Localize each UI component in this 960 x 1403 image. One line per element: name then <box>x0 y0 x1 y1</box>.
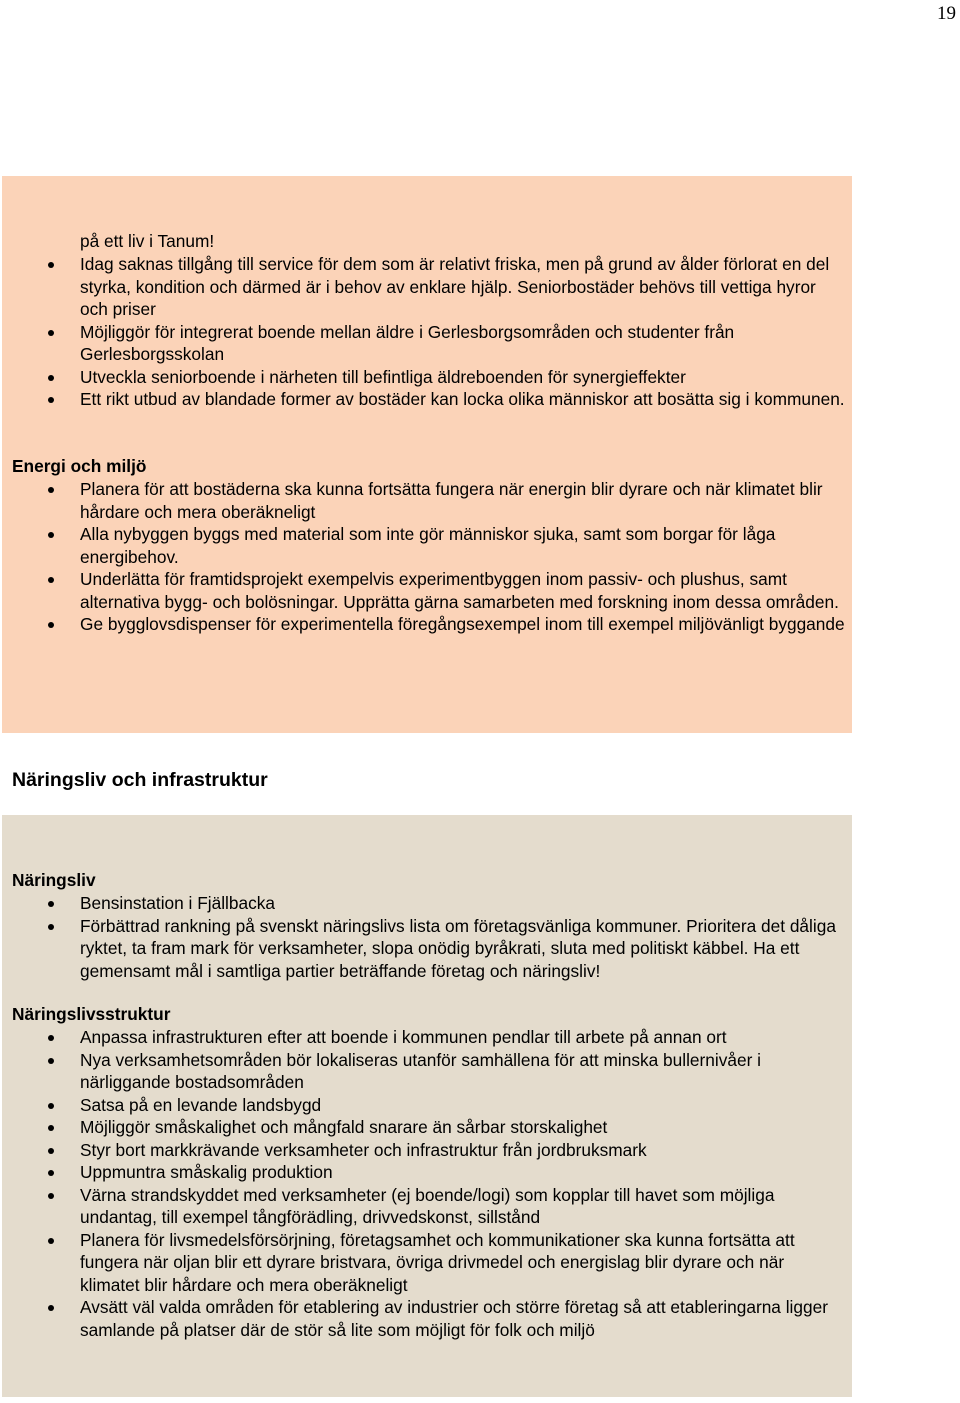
list-item: Anpassa infrastrukturen efter att boende i kommunen pendlar till arbete på annan ort <box>2 1026 852 1049</box>
list-item: Underlätta för framtidsprojekt exempelvis experimentbyggen inom passiv- och plushus, samt alternativa bygg- och bolösningar. Upprätta gärna samarbeten med forskning inom dessa områden. <box>2 568 852 613</box>
bullet-icon <box>48 577 54 583</box>
bullet-icon <box>48 1170 54 1176</box>
energy-list <box>2 478 852 636</box>
bullet-icon <box>48 1058 54 1064</box>
page-number: 19 <box>937 3 956 24</box>
housing-list <box>2 253 852 411</box>
bullet-icon <box>48 1035 54 1041</box>
bullet-icon <box>48 487 54 493</box>
list-item: Satsa på en levande landsbygd <box>2 1094 852 1117</box>
structure-heading: Näringslivsstruktur <box>12 1004 171 1024</box>
list-item: Styr bort markkrävande verksamheter och infrastruktur från jordbruksmark <box>2 1139 852 1162</box>
list-item: Alla nybyggen byggs med material som inte gör människor sjuka, samt som borgar för låga energibehov. <box>2 523 852 568</box>
list-item: Planera för att bostäderna ska kunna fortsätta fungera när energin blir dyrare och när klimatet blir hårdare och mera oberäkneligt <box>2 478 852 523</box>
bullet-icon <box>48 330 54 336</box>
list-item: Planera för livsmedelsförsörjning, företagsamhet och kommunikationer ska kunna fortsätta att fungera när oljan blir ett dyrare bristvara, övriga drivmedel och energislag blir dyrare och när klimatet blir hårdare och mera oberäkneligt <box>2 1229 852 1297</box>
bullet-icon <box>48 262 54 268</box>
bullet-icon <box>48 1238 54 1244</box>
bullet-icon <box>48 1305 54 1311</box>
energy-heading: Energi och miljö <box>12 456 147 476</box>
list-item: Idag saknas tillgång till service för dem som är relativt friska, men på grund av ålder förlorat en del styrka, kondition och därmed är i behov av enklare hjälp. Seniorbostäder behövs till vettiga hyror och priser <box>2 253 852 321</box>
bullet-icon <box>48 1148 54 1154</box>
list-item: Ett rikt utbud av blandade former av bostäder kan locka olika människor att bosätta sig i kommunen. <box>2 388 852 411</box>
bullet-icon <box>48 375 54 381</box>
business-infrastructure-box <box>2 815 852 1397</box>
list-item: Uppmuntra småskalig produktion <box>2 1161 852 1184</box>
business-heading: Näringsliv <box>12 870 96 890</box>
structure-list <box>2 1026 852 1341</box>
list-item: Ge bygglovsdispenser för experimentella föregångsexempel inom till exempel miljövänligt byggande <box>2 613 852 636</box>
bullet-icon <box>48 1103 54 1109</box>
list-item: Möjliggör småskalighet och mångfald snarare än sårbar storskalighet <box>2 1116 852 1139</box>
section-title: Näringsliv och infrastruktur <box>12 769 268 791</box>
list-item: Bensinstation i Fjällbacka <box>2 892 852 915</box>
business-list <box>2 892 852 982</box>
list-item: Nya verksamhetsområden bör lokaliseras utanför samhällena för att minska bullernivåer i närliggande bostadsområden <box>2 1049 852 1094</box>
list-item: Möjliggör för integrerat boende mellan äldre i Gerlesborgsområden och studenter från Gerlesborgsskolan <box>2 321 852 366</box>
list-item: Avsätt väl valda områden för etablering av industrier och större företag så att etableringarna ligger samlande på platser där de stör så lite som möjligt för folk och miljö <box>2 1296 852 1341</box>
bullet-icon <box>48 1125 54 1131</box>
list-item: Förbättrad rankning på svenskt näringslivs lista om företagsvänliga kommuner. Prioritera det dåliga ryktet, ta fram mark för verksamheter, slopa onödig byråkrati, sluta med politiskt käbbel. Ha ett gemensamt mål i samtliga partier beträffande företag och näringsliv! <box>2 915 852 983</box>
housing-energy-box <box>2 176 852 733</box>
list-item: Värna strandskyddet med verksamheter (ej boende/logi) som kopplar till havet som möjliga undantag, till exempel tångförädling, drivvedskonst, sillstånd <box>2 1184 852 1229</box>
lead-line: på ett liv i Tanum! <box>80 231 215 251</box>
bullet-icon <box>48 532 54 538</box>
bullet-icon <box>48 1193 54 1199</box>
bullet-icon <box>48 397 54 403</box>
bullet-icon <box>48 901 54 907</box>
bullet-icon <box>48 924 54 930</box>
bullet-icon <box>48 622 54 628</box>
list-item: Utveckla seniorboende i närheten till befintliga äldreboenden för synergieffekter <box>2 366 852 389</box>
